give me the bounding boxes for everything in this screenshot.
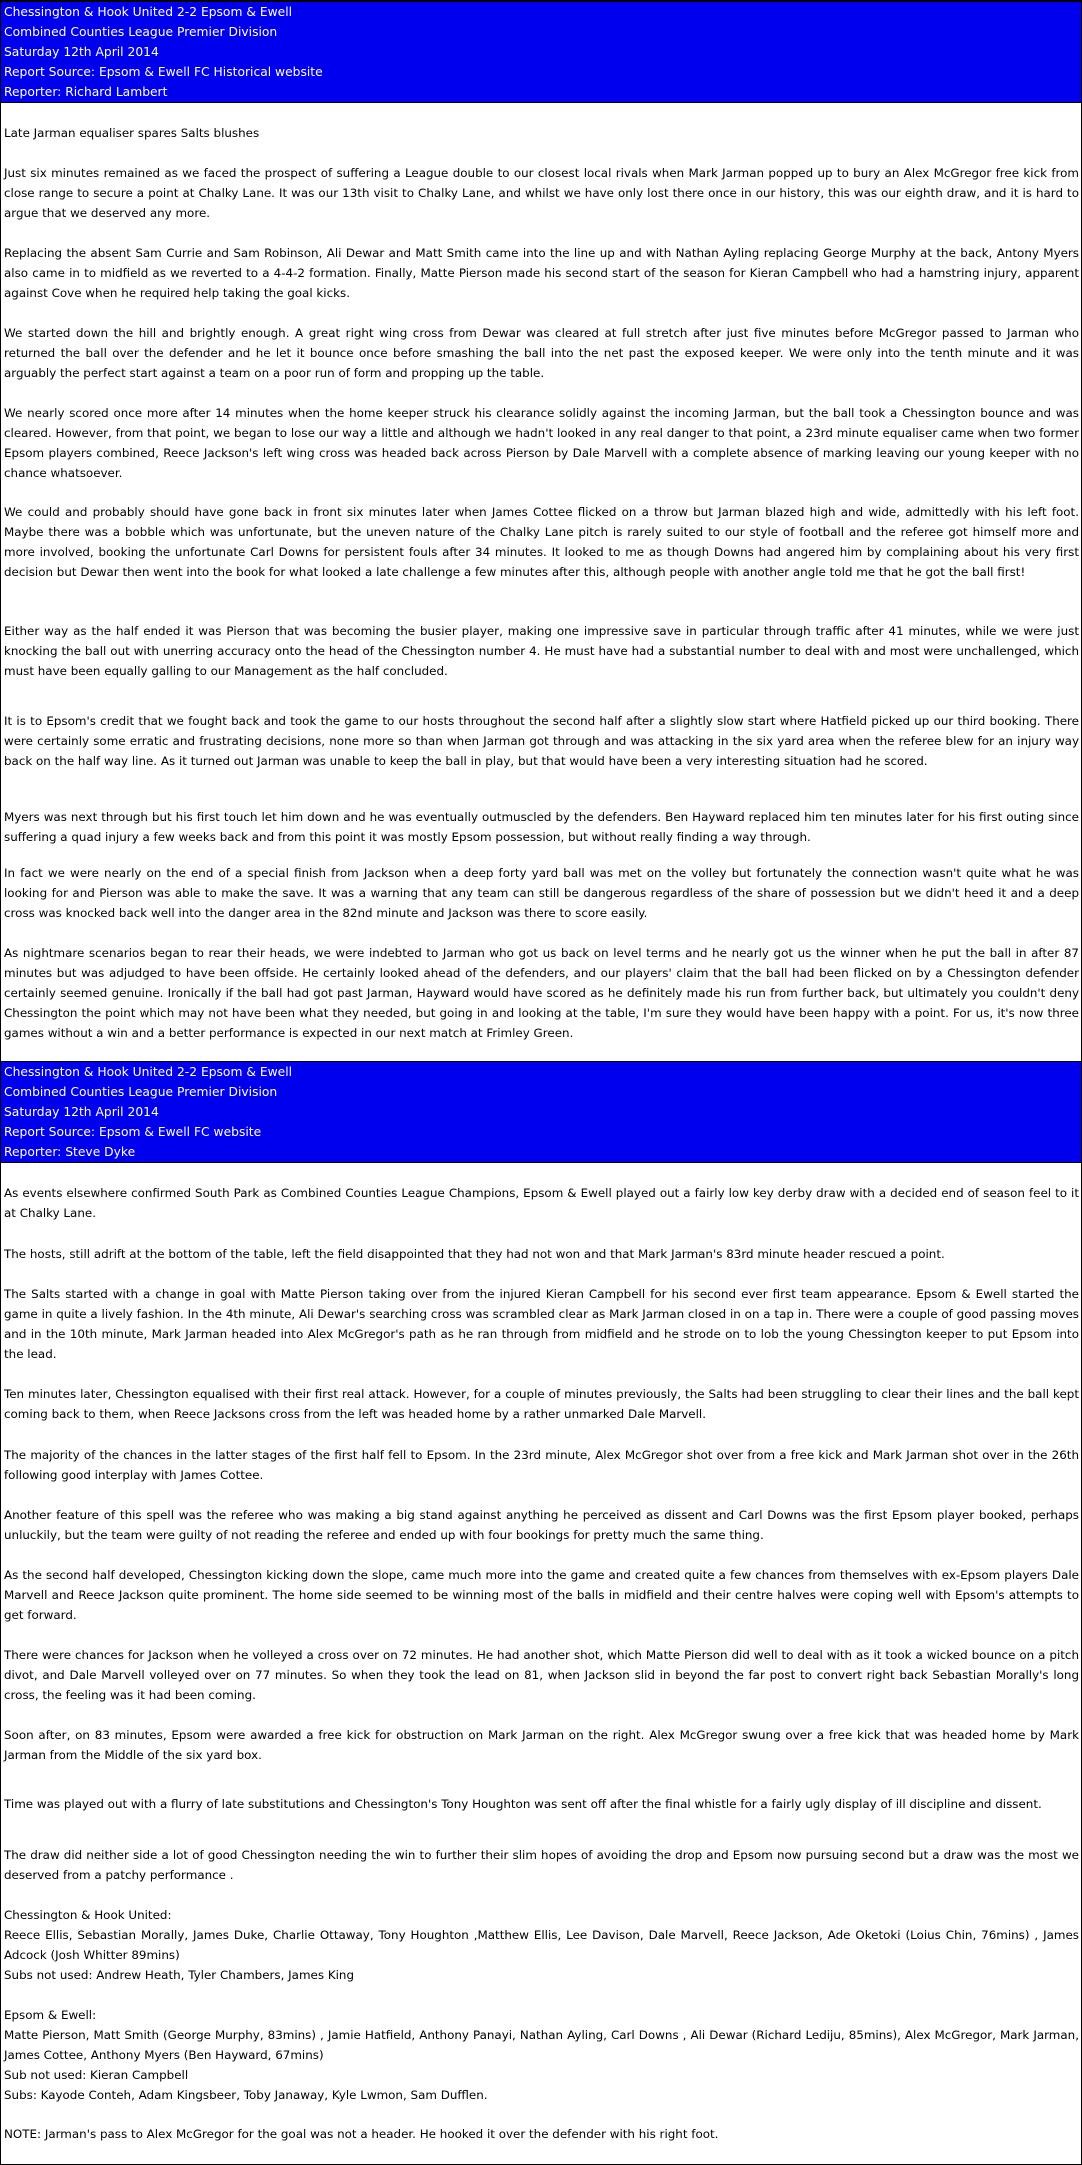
report2-paragraph: Another feature of this spell was the referee who was making a big stand against anything he perceived as dissent and Carl Downs was the first Epsom player booked, perhaps unluckily, but the team were guilty of not reading the referee and ended up with four bookings for pretty much the same thing. <box>4 1508 1079 1542</box>
home-lineup-title: Chessington & Hook United: <box>4 1908 172 1922</box>
report1-paragraph: In fact we were nearly on the end of a special finish from Jackson when a deep forty yard ball was met on the volley but fortunately the connection wasn't quite what he was looking for and Pierson was able to make the save. It was a warning that any team can still be dangerous regardless of the share of possession but we didn't heed it and a deep cross was knocked back well into the danger area in the 82nd minute and Jackson was there to score easily. <box>4 866 1079 920</box>
away-sub-not-used: Sub not used: Kieran Campbell <box>4 2068 189 2082</box>
away-subs: Subs: Kayode Conteh, Adam Kingsbeer, Toby Janaway, Kyle Lwmon, Sam Dufflen. <box>4 2088 488 2102</box>
report1-match-title: Chessington & Hook United 2-2 Epsom & Ewell <box>4 5 293 19</box>
report1-paragraph: We started down the hill and brightly enough. A great right wing cross from Dewar was cleared at full stretch after just five minutes before McGregor passed to Jarman who returned the ball over the defender and he let it bounce once before smashing the ball into the net past the exposed keeper. We were only into the tenth minute and it was arguably the perfect start against a team on a poor run of form and propping up the table. <box>4 326 1079 380</box>
report2-paragraph: Time was played out with a flurry of late substitutions and Chessington's Tony Houghton was sent off after the final whistle for a fairly ugly display of ill discipline and dissent. <box>4 1797 1042 1811</box>
report1-paragraph: Replacing the absent Sam Currie and Sam Robinson, Ali Dewar and Matt Smith came into the line up and with Nathan Ayling replacing George Murphy at the back, Antony Myers also came in to midfield as we reverted to a 4-4-2 formation. Finally, Matte Pierson made his second start of the season for Kieran Campbell who had a hamstring injury, apparent against Cove when he required help taking the goal kicks. <box>4 246 1079 300</box>
report1-date: Saturday 12th April 2014 <box>4 45 159 59</box>
report1-headline: Late Jarman equaliser spares Salts blushes <box>4 126 260 140</box>
report2-paragraph: As the second half developed, Chessington kicking down the slope, came much more into the game and created quite a few chances from themselves with ex-Epsom players Dale Marvell and Reece Jackson quite prominent. The home side seemed to be winning most of the balls in midfield and their centre halves were coping well with Epsom's attempts to get forward. <box>4 1568 1079 1622</box>
report1-paragraph: As nightmare scenarios began to rear their heads, we were indebted to Jarman who got us back on level terms and he nearly got us the winner when he put the ball in after 87 minutes but was adjudged to have been offside. He certainly looked ahead of the defenders, and our players' claim that the ball had been flicked on by a Chessington defender certainly seemed genuine. Ironically if the ball had got past Jarman, Hayward would have scored as he definitely made his run from further back, but ultimately you couldn't deny Chessington the point which may not have been what they needed, but going in and looking at the table, I'm sure they would have been happy with a point. For us, it's now three games without a win and a better performance is expected in our next match at Frimley Green. <box>4 946 1079 1040</box>
report2-paragraph: Ten minutes later, Chessington equalised with their first real attack. However, for a couple of minutes previously, the Salts had been struggling to clear their lines and the ball kept coming back to them, when Reece Jacksons cross from the left was headed home by a rather unmarked Dale Marvell. <box>4 1387 1079 1421</box>
report1-reporter: Reporter: Richard Lambert <box>4 85 168 99</box>
report2-paragraph: The majority of the chances in the latter stages of the first half fell to Epsom. In the 23rd minute, Alex McGregor shot over from a free kick and Mark Jarman shot over in the 26th following good interplay with James Cottee. <box>4 1448 1079 1482</box>
report2-paragraph: As events elsewhere confirmed South Park as Combined Counties League Champions, Epsom & Ewell played out a fairly low key derby draw with a decided end of season feel to it at Chalky Lane. <box>4 1186 1079 1220</box>
report1-source: Report Source: Epsom & Ewell FC Historical website <box>4 65 323 79</box>
report1-competition: Combined Counties League Premier Division <box>4 25 278 39</box>
report1-paragraph: Myers was next through but his first touch let him down and he was eventually outmuscled by the defenders. Ben Hayward replaced him ten minutes later for his first outing since suffering a quad injury a few weeks back and from this point it was mostly Epsom possession, but without really finding a way through. <box>4 810 1079 844</box>
report2-paragraph: Soon after, on 83 minutes, Epsom were awarded a free kick for obstruction on Mark Jarman on the right. Alex McGregor swung over a free kick that was headed home by Mark Jarman from the Middle of the six yard box. <box>4 1728 1079 1762</box>
report2-source: Report Source: Epsom & Ewell FC website <box>4 1125 262 1139</box>
report2-paragraph: The draw did neither side a lot of good Chessington needing the win to further their slim hopes of avoiding the drop and Epsom now pursuing second but a draw was the most we deserved from a patchy performance . <box>4 1848 1079 1882</box>
report2-header <box>1 1061 1081 1163</box>
report2-competition: Combined Counties League Premier Division <box>4 1085 278 1099</box>
home-lineup-players: Reece Ellis, Sebastian Morally, James Duke, Charlie Ottaway, Tony Houghton ,Matthew Ellis, Lee Davison, Dale Marvell, Reece Jackson, Ade Oketoki (Loius Chin, 76mins) , James Adcock (Josh Whitter 89mins) <box>4 1928 1079 1962</box>
away-lineup-players: Matte Pierson, Matt Smith (George Murphy, 83mins) , Jamie Hatfield, Anthony Panayi, Nathan Ayling, Carl Downs , Ali Dewar (Richard Lediju, 85mins), Alex McGregor, Mark Jarman, James Cottee, Anthony Myers (Ben Hayward, 67mins) <box>4 2028 1079 2062</box>
footnote: NOTE: Jarman's pass to Alex McGregor for the goal was not a header. He hooked it over the defender with his right foot. <box>4 2127 719 2141</box>
home-subs-not-used: Subs not used: Andrew Heath, Tyler Chambers, James King <box>4 1968 355 1982</box>
report2-reporter: Reporter: Steve Dyke <box>4 1145 136 1159</box>
report2-date: Saturday 12th April 2014 <box>4 1105 159 1119</box>
report1-paragraph: It is to Epsom's credit that we fought back and took the game to our hosts throughout the second half after a slightly slow start where Hatfield picked up our third booking. There were certainly some erratic and frustrating decisions, none more so than when Jarman got through and was attacking in the six yard area when the referee blew for an injury way back on the half way line. As it turned out Jarman was unable to keep the ball in play, but that would have been a very interesting situation had he scored. <box>4 714 1079 768</box>
report1-paragraph: Either way as the half ended it was Pierson that was becoming the busier player, making one impressive save in particular through traffic after 41 minutes, while we were just knocking the ball out with unerring accuracy onto the head of the Chessington number 4. He must have had a substantial number to deal with and most were unchallenged, which must have been equally galling to our Management as the half concluded. <box>4 624 1079 678</box>
report1-header <box>1 1 1081 103</box>
report2-paragraph: The hosts, still adrift at the bottom of the table, left the field disappointed that they had not won and that Mark Jarman's 83rd minute header rescued a point. <box>4 1247 945 1261</box>
report2-paragraph: The Salts started with a change in goal with Matte Pierson taking over from the injured Kieran Campbell for his second ever first team appearance. Epsom & Ewell started the game in quite a lively fashion. In the 4th minute, Ali Dewar's searching cross was scrambled clear as Mark Jarman closed in on a tap in. There were a couple of good passing moves and in the 10th minute, Mark Jarman headed into Alex McGregor's path as he ran through from midfield and he strode on to lob the young Chessington keeper to put Epsom into the lead. <box>4 1287 1079 1361</box>
report1-paragraph: We nearly scored once more after 14 minutes when the home keeper struck his clearance solidly against the incoming Jarman, but the ball took a Chessington bounce and was cleared. However, from that point, we began to lose our way a little and although we hadn't looked in any real danger to that point, a 23rd minute equaliser came when two former Epsom players combined, Reece Jackson's left wing cross was headed back across Pierson by Dale Marvell with a complete absence of marking leaving our young keeper with no chance whatsoever. <box>4 406 1079 480</box>
away-lineup-title: Epsom & Ewell: <box>4 2008 97 2022</box>
report1-paragraph: We could and probably should have gone back in front six minutes later when James Cottee flicked on a throw but Jarman blazed high and wide, admittedly with his left foot. Maybe there was a bobble which was unfortunate, but the uneven nature of the Chalky Lane pitch is rarely suited to our style of football and the referee got himself more and more involved, booking the unfortunate Carl Downs for persistent fouls after 34 minutes. It looked to me as though Downs had angered him by complaining about his very first decision but Dewar then went into the book for what looked a late challenge a few minutes after this, although people with another angle told me that he got the ball first! <box>4 505 1079 579</box>
report2-paragraph: There were chances for Jackson when he volleyed a cross over on 72 minutes. He had another shot, which Matte Pierson did well to deal with as it took a wicked bounce on a pitch divot, and Dale Marvell volleyed over on 77 minutes. So when they took the lead on 81, when Jackson slid in beyond the far post to convert right back Sebastian Morally's long cross, the feeling was it had been coming. <box>4 1648 1079 1702</box>
report1-paragraph: Just six minutes remained as we faced the prospect of suffering a League double to our closest local rivals when Mark Jarman popped up to bury an Alex McGregor free kick from close range to secure a point at Chalky Lane. It was our 13th visit to Chalky Lane, and whilst we have only lost there once in our history, this was our eighth draw, and it is hard to argue that we deserved any more. <box>4 166 1079 220</box>
report2-match-title: Chessington & Hook United 2-2 Epsom & Ewell <box>4 1065 293 1079</box>
